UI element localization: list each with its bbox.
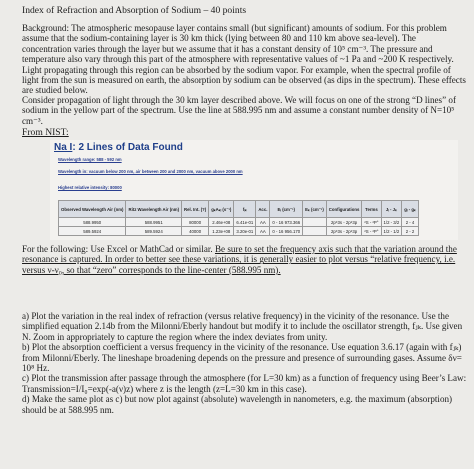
table-cell: 589.5924 [59,227,126,236]
nist-species-link[interactable]: Na I [54,142,73,153]
instructions-lead: For the following: Use Excel or MathCad or similar. [22,244,215,254]
nist-wavelength-range: Wavelength range: 588 - 592 nm [58,157,122,162]
col-terms: Terms [362,201,381,218]
table-cell: 0 - 16 956.170 [270,227,303,236]
col-ritz-wavelength: Ritz Wavelength Air (nm) [126,201,182,218]
nist-heading [54,142,183,153]
col-observed-wavelength: Observed Wavelength Air (nm) [59,201,126,218]
nist-label: From NIST: [22,127,69,138]
table-cell: AA [256,227,270,236]
nist-heading-rest: : 2 Lines of Data Found [72,142,183,153]
table-cell: ²S - ²P° [362,218,381,227]
table-cell: 1/2 - 3/2 [381,218,402,227]
col-ji-jk: Jᵢ - Jₖ [381,201,402,218]
nist-highest-intensity: Highest relative intensity: 80000 [58,185,122,190]
col-fik: fᵢₖ [234,201,256,218]
table-cell: 588.9951 [126,218,182,227]
question-d: d) Make the same plot as c) but now plot against (absolute) wavelength in nanometers, e.g. the maximum (absorption) should be at 588.995 nm. [22,394,453,415]
table-cell: 2.46e+08 [209,218,234,227]
question-b: b) Plot the absorption coefficient a versus frequency in the vicinity of the resonance. Use equation 3.6.17 (again with fⱼₖ) from Milonni/Eberly. The lineshape broadening depends on the pressure and presence of surrounding gases. Assume δν= 10⁸ Hz. [22,342,462,374]
table-cell: 1/2 - 1/2 [381,227,402,236]
table-row [59,227,419,236]
questions-list [22,311,467,415]
nist-wavelength-medium: Wavelength in: vacuum below 200 nm, air between 200 and 2000 nm, vacuum above 2000 nm [58,169,243,174]
table-cell: 40000 [182,227,209,236]
table-cell: 0 - 16 973.366 [270,218,303,227]
consider-paragraph: Consider propagation of light through the 30 km layer described above. We will focus on one of the strong “D lines” of sodium in the yellow part of the spectrum. Use the line at 588.995 nm and assume a constant number density of N=10⁵ cm⁻³. [22,95,456,126]
table-cell [303,218,327,227]
table-cell: ²S - ²P° [362,227,381,236]
table-cell [303,227,327,236]
col-gkaki: gₖAₖᵢ (s⁻¹) [209,201,234,218]
table-cell: 80000 [182,218,209,227]
table-cell: 2p⁶3s - 2p⁶3p [326,218,362,227]
table-cell: 589.5924 [126,227,182,236]
question-a: a) Plot the variation in the real index of refraction (versus relative frequency) in the vicinity of the resonance. Use the simplified equation 2.14b from the Milonni/Eberly handout but modify it to include the oscillator strength, fⱼₖ. Use given N. Zoom in appropriately to capture the region where the index deviates from unity. [22,311,463,342]
problem-title: Index of Refraction and Absorption of Sodium – 40 points [22,5,247,16]
instructions-paragraph [22,244,467,275]
table-cell: 2p⁶3s - 2p⁶3p [326,227,362,236]
table-cell: 2 - 2 [402,227,419,236]
col-ei: Eᵢ (cm⁻¹) [270,201,303,218]
table-cell: 3.20e-01 [234,227,256,236]
col-configurations: Configurations [326,201,362,218]
col-gi-gk: gᵢ - gₖ [402,201,419,218]
table-cell: 6.41e-01 [234,218,256,227]
col-rel-int: Rel. Int. (?) [182,201,209,218]
table-header-row [59,201,419,218]
table-row [59,218,419,227]
nist-lines-table [58,200,419,236]
background-paragraph: Background: The atmospheric mesopause layer contains small (but significant) amounts of sodium. For this problem assume that the sodium-containing layer is 30 km thick (lying between 80 and 110 km above sea-level). The concentration varies through the layer but we assume that it has a constant density of 10⁵ cm⁻³. The pressure and temperature also vary through this part of the atmosphere with representative values of ~1 Pa and ~200 K respectively. Light propagating through this region can be absorbed by the sodium vapor. For example, when the spectral profile of light from the sun is measured on earth, the absorption by sodium can be observed (as dips in the spectrum). These effects are studied below. [22,23,466,96]
table-cell: 588.9950 [59,218,126,227]
question-c: c) Plot the transmission after passage through the atmosphere (for L=30 km) as a function of frequency using Beer’s Law: Transmission=I/I₀=exp(-a(ν)z) where z is the length (z=L=30 km in this case). [22,373,467,394]
table-cell: 2 - 4 [402,218,419,227]
col-ek: Eₖ (cm⁻¹) [303,201,327,218]
col-acc: Acc. [256,201,270,218]
table-cell: AA [256,218,270,227]
table-cell: 1.23e+08 [209,227,234,236]
instructions-underlined: Be sure to set the frequency axis such that the variation around the resonance is captured. In order to better see these variations, it is generally easier to plot versus “relative frequency, i.e. versus ν-ν₀, so that “zero” corresponds to the line-center (588.995 nm). [22,244,457,275]
nist-data-screenshot [50,140,458,240]
